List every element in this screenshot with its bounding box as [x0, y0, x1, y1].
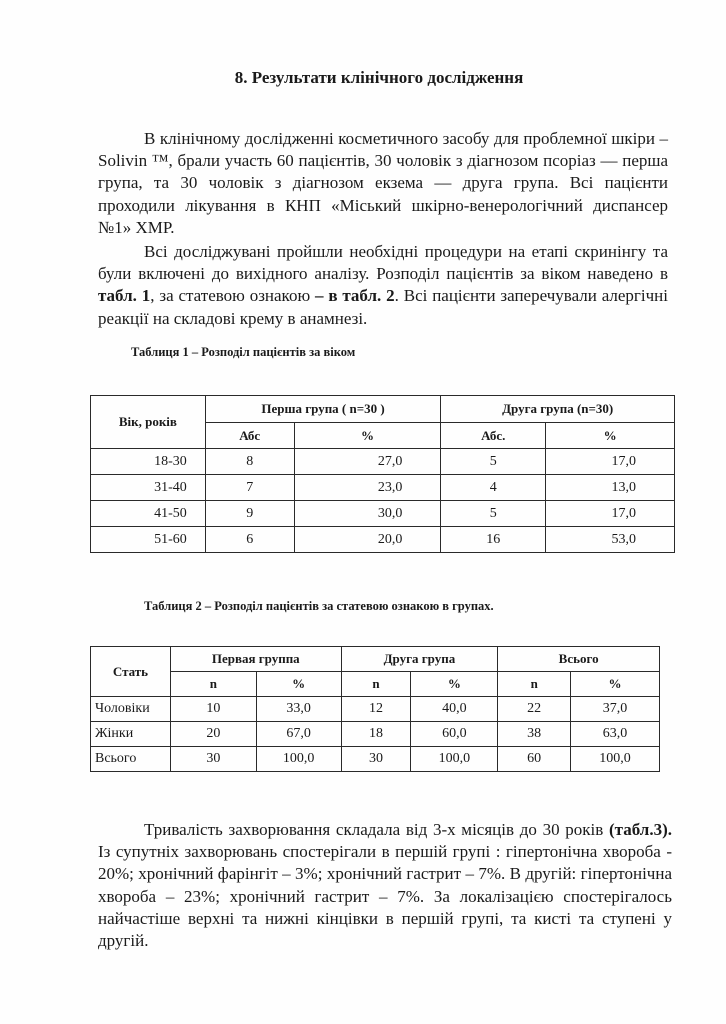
g1-n-cell: 10 [170, 697, 256, 722]
sex-cell: Жінки [91, 722, 171, 747]
table1-reference: табл. 1 [98, 286, 151, 306]
subheader-abs: Абс [205, 423, 294, 449]
g1-abs-cell: 9 [205, 501, 294, 527]
table-row [91, 449, 675, 475]
age-cell: 18-30 [91, 449, 206, 475]
g1-abs-cell: 8 [205, 449, 294, 475]
age-cell: 51-60 [91, 527, 206, 553]
total-pct-cell: 63,0 [571, 722, 660, 747]
g1-n-cell: 20 [170, 722, 256, 747]
table3-reference: (табл.3). [609, 820, 672, 839]
g1-abs-cell: 6 [205, 527, 294, 553]
g1-pct-cell: 27,0 [294, 449, 441, 475]
text-part: , за статевою ознакою [150, 286, 315, 306]
total-header: Всього [498, 647, 660, 672]
table-row [91, 501, 675, 527]
g2-abs-cell: 4 [441, 475, 546, 501]
sex-cell: Всього [91, 747, 171, 772]
table-row [91, 747, 660, 772]
total-n-cell: 38 [498, 722, 571, 747]
table1-caption: Таблиця 1 – Розподіл пацієнтів за віком [131, 345, 356, 359]
age-cell: 31-40 [91, 475, 206, 501]
sex-distribution-table [90, 646, 660, 772]
group1-header: Первая группа [170, 647, 341, 672]
subheader-pct: % [571, 672, 660, 697]
g2-abs-cell: 5 [441, 501, 546, 527]
g2-pct-cell: 40,0 [411, 697, 498, 722]
group2-header: Друга група (n=30) [441, 396, 675, 423]
intro-text: В клінічному дослідженні косметичного засобу для проблемної шкіри – Solivin ™, брали участь 60 пацієнтів, 30 чоловік з діагнозом псоріаз — перша група, та 30 чоловік з діагнозом екзема — друга група. Всі пацієнти проходили лікування в КНП «Міський шкірно-венерологічний диспансер №1» ХМР. [98, 129, 668, 237]
g2-pct-cell: 13,0 [546, 475, 675, 501]
g2-n-cell: 18 [341, 722, 411, 747]
g1-pct-cell: 23,0 [294, 475, 441, 501]
g1-abs-cell: 7 [205, 475, 294, 501]
age-cell: 41-50 [91, 501, 206, 527]
comorbidity-paragraph [98, 819, 672, 952]
distribution-paragraph [98, 241, 668, 330]
g2-n-cell: 12 [341, 697, 411, 722]
g2-pct-cell: 60,0 [411, 722, 498, 747]
age-column-header: Вік, років [91, 396, 206, 449]
sex-column-header: Стать [91, 647, 171, 697]
group1-header: Перша група ( n=30 ) [205, 396, 441, 423]
subheader-n: n [341, 672, 411, 697]
g1-pct-cell: 100,0 [256, 747, 341, 772]
total-pct-cell: 100,0 [571, 747, 660, 772]
g1-pct-cell: 20,0 [294, 527, 441, 553]
g2-pct-cell: 53,0 [546, 527, 675, 553]
table-header-row [91, 647, 660, 672]
intro-paragraph [98, 128, 668, 239]
text-part: . Всі пацієнти заперечували алергічні реакції на складові крему в анамнезі. [98, 286, 668, 328]
g1-pct-cell: 33,0 [256, 697, 341, 722]
g1-n-cell: 30 [170, 747, 256, 772]
table2-caption: Таблиця 2 – Розподіл пацієнтів за статевою ознакою в групах. [144, 599, 494, 613]
table-row [91, 697, 660, 722]
section-heading: 8. Результати клінічного дослідження [234, 68, 524, 87]
text-part: Із супутніх захворювань спостерігали в першій групі : гіпертонічна хвороба - 20%; хронічний фарінгіт – 3%; хронічний гастрит – 7%. В другій: гіпертонічна хвороба – 23%; хронічний гастрит – 7%. За локалізацією спостерігалось найчастіше верхні та нижні кінцівки в першій групі, та кисті та ступені у другій. [98, 842, 672, 951]
text-part: Всі досліджувані пройшли необхідні процедури на етапі скринінгу та були включені до вихідного аналізу. Розподіл пацієнтів за віком наведено в [98, 242, 668, 284]
subheader-pct: % [256, 672, 341, 697]
subheader-abs: Абс. [441, 423, 546, 449]
g2-pct-cell: 100,0 [411, 747, 498, 772]
g2-abs-cell: 16 [441, 527, 546, 553]
total-n-cell: 60 [498, 747, 571, 772]
subheader-n: n [170, 672, 256, 697]
subheader-pct: % [294, 423, 441, 449]
total-pct-cell: 37,0 [571, 697, 660, 722]
table2-reference: – в табл. 2 [315, 286, 395, 306]
text-part: Тривалість захворювання складала від 3-х місяців до 30 років [144, 820, 609, 839]
sex-cell: Чоловіки [91, 697, 171, 722]
subheader-pct: % [546, 423, 675, 449]
g1-pct-cell: 30,0 [294, 501, 441, 527]
g1-pct-cell: 67,0 [256, 722, 341, 747]
g2-abs-cell: 5 [441, 449, 546, 475]
table-row [91, 722, 660, 747]
table-header-row [91, 396, 675, 423]
table-row [91, 475, 675, 501]
table-row [91, 527, 675, 553]
group2-header: Друга група [341, 647, 498, 672]
g2-pct-cell: 17,0 [546, 501, 675, 527]
subheader-n: n [498, 672, 571, 697]
total-n-cell: 22 [498, 697, 571, 722]
table-subheader-row [91, 672, 660, 697]
age-distribution-table [90, 395, 675, 553]
g2-n-cell: 30 [341, 747, 411, 772]
g2-pct-cell: 17,0 [546, 449, 675, 475]
subheader-pct: % [411, 672, 498, 697]
